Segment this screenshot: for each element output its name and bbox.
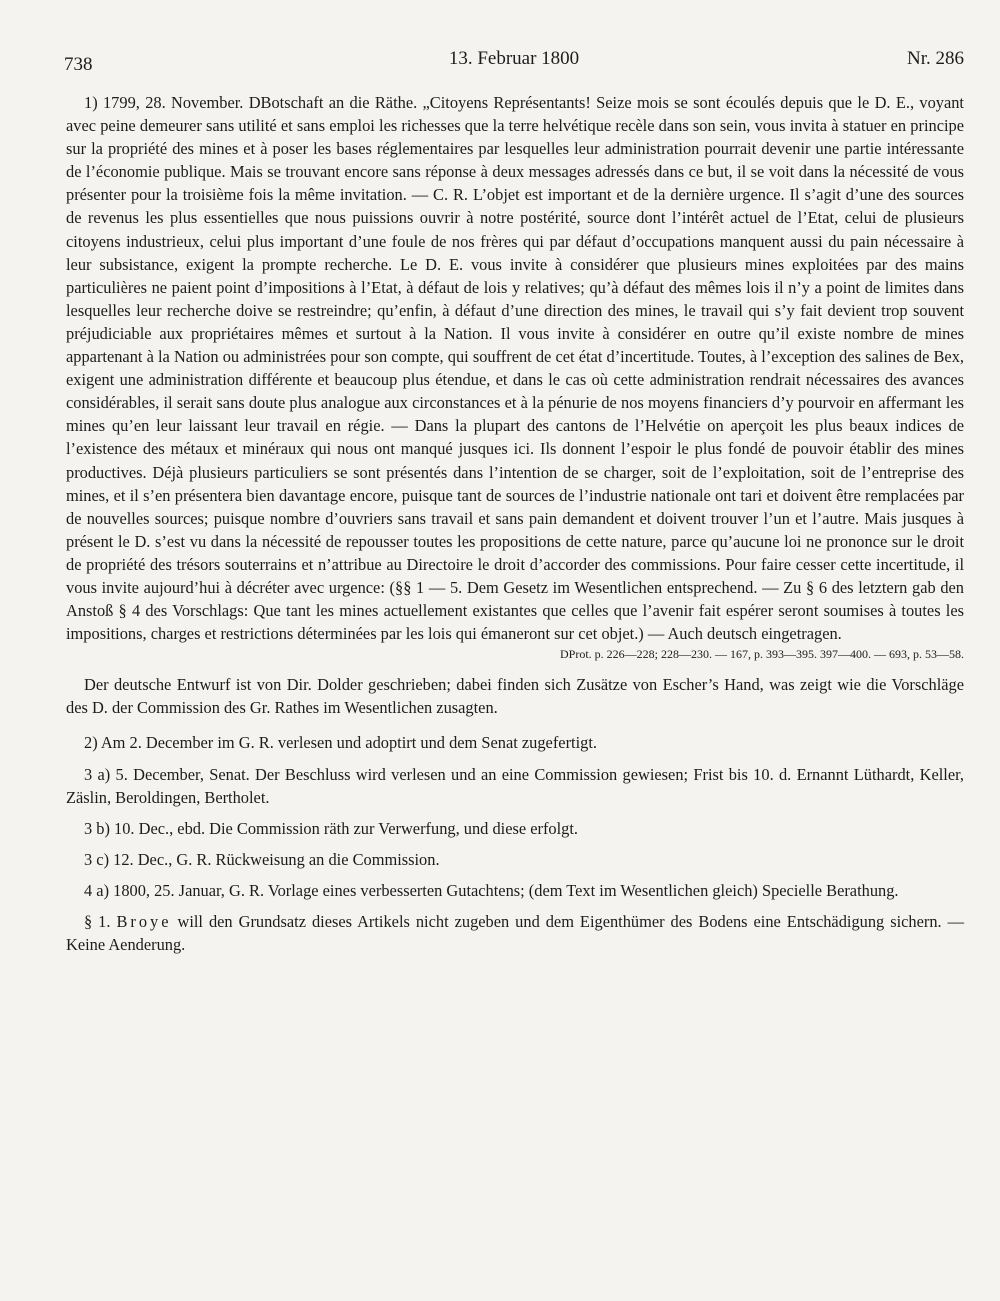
note-1-label: 1) 1799, 28. November. bbox=[84, 93, 244, 112]
paragraph-section-1 bbox=[66, 910, 964, 956]
paragraph-note-4a: 4 a) 1800, 25. Januar, G. R. Vorlage eines verbesserten Gutachtens; (dem Text im Wesentlichen gleich) Specielle Berathung. bbox=[84, 880, 899, 900]
paragraph-note-3b: 3 b) 10. Dec., ebd. Die Commission räth zur Verwerfung, und diese erfolgt. bbox=[84, 818, 579, 838]
page-number: 738 bbox=[64, 54, 93, 75]
note-1-paragraph bbox=[66, 91, 964, 645]
header-date: 13. Februar 1800 bbox=[448, 48, 580, 69]
paragraph-note-3a: 3 a) 5. December, Senat. Der Beschluss wird verlesen und an eine Commission gewiesen; Frist bis 10. d. Ernannt Lüthardt, Keller, Zäslin, Beroldingen, Bertholet. bbox=[66, 764, 964, 807]
source-reference: DProt. p. 226—228; 228—230. — 167, p. 393—395. 397—400. — 693, p. 53—58. bbox=[559, 647, 964, 662]
speaker-name: Broye bbox=[116, 912, 172, 931]
section-1-label: § 1. bbox=[84, 912, 111, 931]
document-number: Nr. 286 bbox=[907, 48, 964, 69]
page-header bbox=[64, 48, 964, 76]
note-1-text: DBotschaft an die Räthe. „Citoyens Représentants! Seize mois se sont écoulés depuis que le D. E., voyant avec peine demeurer sans utilité et sans emploi les richesses que la terre helvétique recèle dans son sein, vous invita à statuer en principe sur la propriété des mines et à poser les bases réglementaires par lesquelles leur administration pourrait devenir une partie intéressante de l’économie publique. Mais se trouvant encore sans réponse à deux messages adressés dans ce but, il se voit dans la nécessité de vous présenter pour la troisième fois la même invitation. — C. R. L’objet est important et de la dernière urgence. Il s’agit d’une des sources de revenus les plus essentielles que nous puissions ouvrir à notre postérité, source dont l’intérêt actuel de l’Etat, celui de plusieurs citoyens industrieux, celui plus important d’une foule de nos frères qui par défaut d’occupations manquent aussi du pain nécessaire à leur subsistance, exigent la prompte recherche. Le D. E. vous invite à considérer que plusieurs mines exploitées par des mains particulières ne paient point d’impositions à l’Etat, à défaut de lois y relatives; qu’à défaut des mêmes lois il n’y a point de limites dans lesquelles leur recherche doive se restreindre; qu’enfin, à défaut d’une direction des mines, le travail qui s’y fait devient trop souvent préjudiciable aux propriétaires mêmes et surtout à la Nation. Il vous invite à considérer en outre qu’il existe nombre de mines appartenant à la Nation ou administrées pour son compte, qui souffrent de cet état d’incertitude. Toutes, à l’exception des salines de Bex, exigent une administration différente et beaucoup plus étendue, et dans le cas où cette administration rendrait nécessaires des avances considérables, il serait sans doute plus analogue aux circonstances et à la pénurie de nos moyens financiers d’y pourvoir en affermant les mines qu’en leur laissant leur travail en régie. — Dans la plupart des cantons de l’Helvétie on aperçoit les plus beaux indices de l’existence des métaux et minéraux qui nous ont manqué jusques ici. Ils donnent l’espoir le plus fondé de pouvoir établir des mines productives. Déjà plusieurs particuliers se sont présentés dans l’intention de se charger, soit de l’exploitation, soit de l’entreprise des mines, et il s’en présentera bien davantage encore, puisque tant de sources de l’industrie nationale ont tari et doivent être remplacées par de nouvelles sources; puisque nombre d’ouvriers sans travail et sans pain demandent et doivent trouver l’un et l’autre. Mais jusques à présent le D. s’est vu dans la nécessité de repousser toutes les propositions de cette nature, parce qu’aucune loi ne prononce sur le droit de propriété des trésors souterrains et n’attribue au Directoire le droit d’accorder des commissions. Pour faire cesser cette incertitude, il vous invite aujourd’hui à décréter avec urgence: (§§ 1 — 5. Dem Gesetz im Wesentlichen entsprechend. — Zu § 6 des letztern gab den Anstoß § 4 des Vorschlags: Que tant les mines actuellement existantes que celles que l’avenir fait espérer seront soumises à toutes les impositions, charges et restrictions déterminées par les lois qui émaneront sur cet objet.) — Auch deutsch eingetragen. bbox=[66, 93, 964, 644]
paragraph-note-3c: 3 c) 12. Dec., G. R. Rückweisung an die Commission. bbox=[84, 849, 440, 869]
section-1-text: will den Grundsatz dieses Artikels nicht zugeben und dem Eigenthümer des Bodens eine Entschädigung sichern. — Keine Aenderung. bbox=[66, 912, 964, 955]
page-body bbox=[66, 91, 964, 956]
paragraph-note-2: 2) Am 2. December im G. R. verlesen und adoptirt und dem Senat zugefertigt. bbox=[84, 733, 597, 753]
paragraph-draft: Der deutsche Entwurf ist von Dir. Dolder geschrieben; dabei finden sich Zusätze von Escher’s Hand, was zeigt wie die Vorschläge des D. der Commission des Gr. Rathes im Wesentlichen zusagten. bbox=[66, 675, 964, 718]
